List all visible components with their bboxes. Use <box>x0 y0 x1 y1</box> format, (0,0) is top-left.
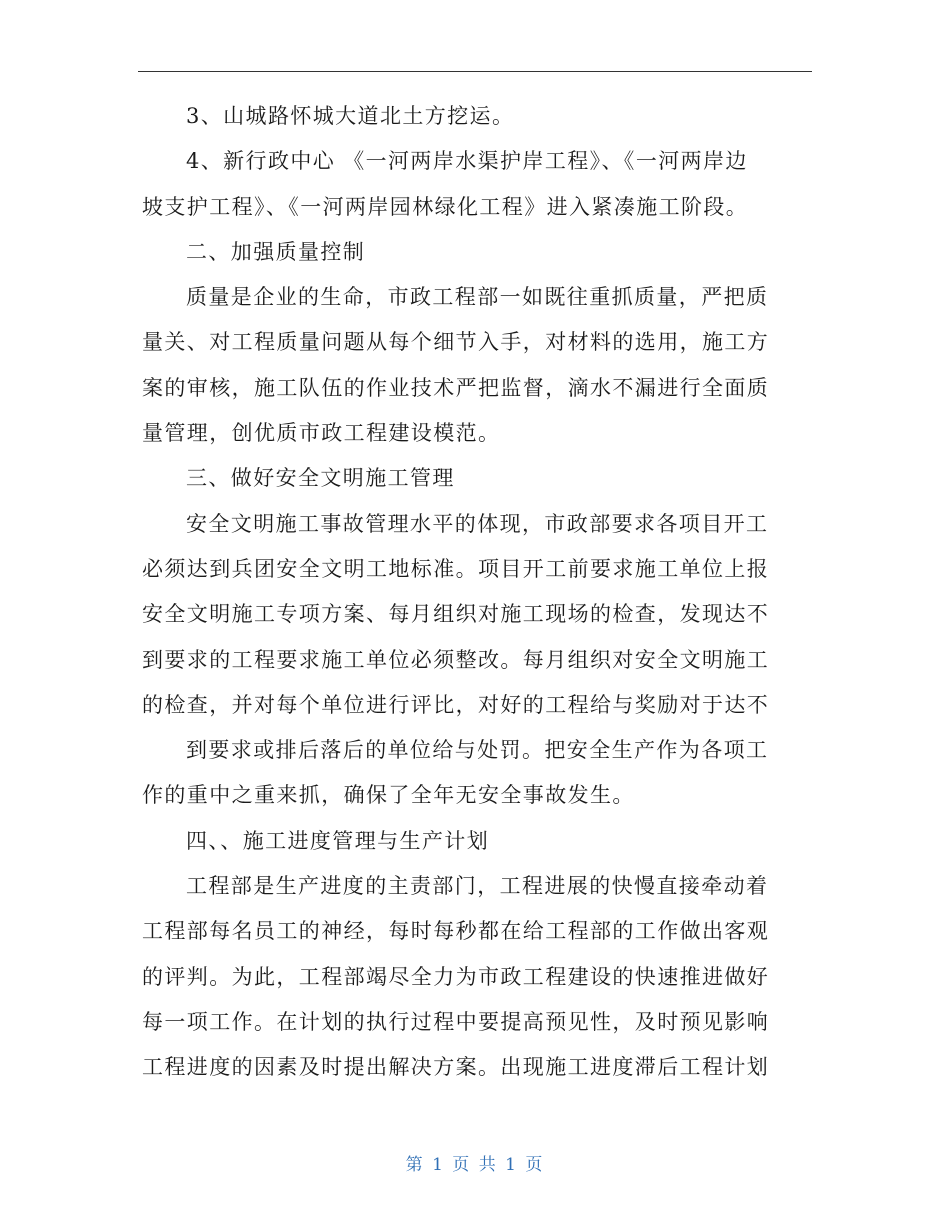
header-rule <box>138 71 812 72</box>
document-body <box>142 104 802 1101</box>
page-number-footer: 第 1 页 共 1 页 <box>405 1155 545 1175</box>
paragraph-progress-line-4: 每一项工作。在计划的执行过程中要提高预见性，及时预见影响 <box>142 1009 770 1034</box>
paragraph-progress-line-1: 工程部是生产进度的主责部门，工程进展的快慢直接牵动着 <box>186 874 769 899</box>
paragraph-safety-line-6: 到要求或排后落后的单位给与处罚。把安全生产作为各项工 <box>186 738 769 763</box>
section-heading-safety: 三、做好安全文明施工管理 <box>186 466 455 491</box>
paragraph-safety-line-4: 到要求的工程要求施工单位必须整改。每月组织对安全文明施工 <box>142 647 770 672</box>
paragraph-progress-line-5: 工程进度的因素及时提出解决方案。出现施工进度滞后工程计划 <box>142 1055 770 1080</box>
paragraph-quality-line-2: 量关、对工程质量问题从每个细节入手，对材料的选用，施工方 <box>142 330 770 355</box>
paragraph-safety-line-1: 安全文明施工事故管理水平的体现，市政部要求各项目开工 <box>186 511 769 536</box>
section-heading-quality: 二、加强质量控制 <box>186 239 366 264</box>
paragraph-progress-line-2: 工程部每名员工的神经，每时每秒都在给工程部的工作做出客观 <box>142 919 770 944</box>
paragraph-quality-line-4: 量管理，创优质市政工程建设模范。 <box>142 421 501 446</box>
list-item-4-line-1: 4、新行政中心 《一河两岸水渠护岸工程》、《一河两岸边 <box>186 149 748 174</box>
paragraph-safety-line-3: 安全文明施工专项方案、每月组织对施工现场的检查，发现达不 <box>142 602 770 627</box>
paragraph-quality-line-3: 案的审核，施工队伍的作业技术严把监督，滴水不漏进行全面质 <box>142 375 770 400</box>
paragraph-progress-line-3: 的评判。为此，工程部竭尽全力为市政工程建设的快速推进做好 <box>142 964 770 989</box>
paragraph-quality-line-1: 质量是企业的生命，市政工程部一如既往重抓质量，严把质 <box>186 285 769 310</box>
paragraph-safety-line-2: 必须达到兵团安全文明工地标准。项目开工前要求施工单位上报 <box>142 556 770 581</box>
paragraph-safety-line-7: 作的重中之重来抓，确保了全年无安全事故发生。 <box>142 783 635 808</box>
list-item-3: 3、山城路怀城大道北土方挖运。 <box>186 104 515 128</box>
paragraph-safety-line-5: 的检查，并对每个单位进行评比，对好的工程给与奖励对于达不 <box>142 692 770 717</box>
list-item-4-line-2: 坡支护工程》、《一河两岸园林绿化工程》进入紧凑施工阶段。 <box>142 194 749 219</box>
section-heading-progress: 四、、施工进度管理与生产计划 <box>186 828 490 853</box>
